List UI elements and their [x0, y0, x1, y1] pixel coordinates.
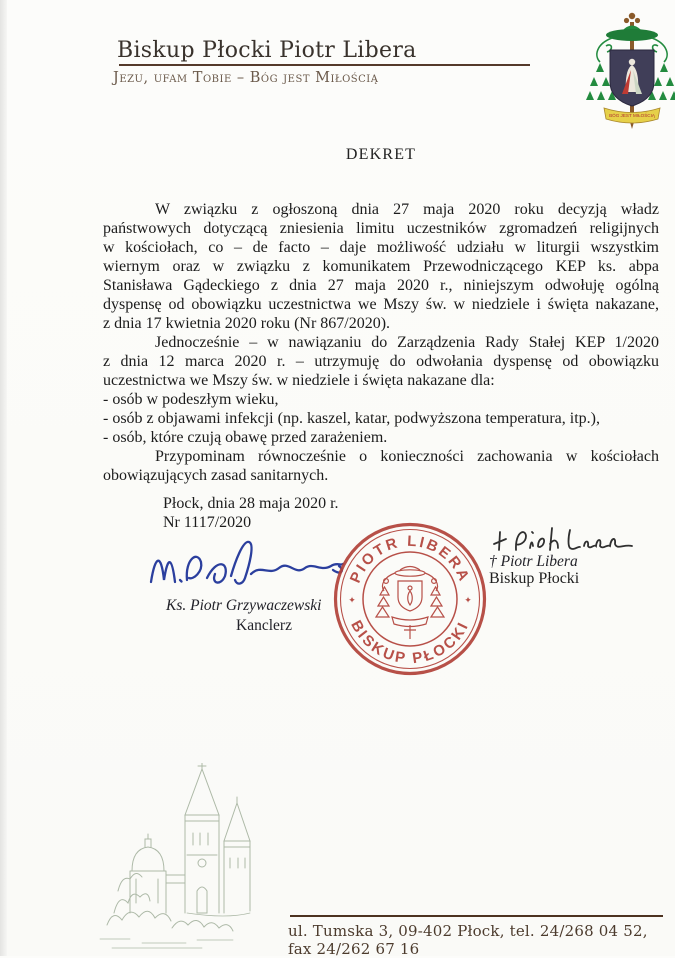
stamp-coat-of-arms: [376, 567, 444, 640]
decree-body: [103, 200, 659, 485]
body-line: w kościołach, co – de facto – daje możliwość udziału w liturgii wszystkim: [103, 239, 659, 256]
body-line-bullet: - osób w podeszłym wieku,: [103, 391, 279, 408]
footer-address: ul. Tumska 3, 09-402 Płock, tel. 24/268 04 52, fax 24/262 67 16: [288, 922, 648, 958]
bishop-seal-stamp: [332, 521, 488, 677]
bishop-name: † Piotr Libera: [489, 553, 578, 570]
bishop-title: Biskup Płocki: [489, 570, 580, 587]
stamp-star-right-icon: ✦: [464, 595, 472, 605]
body-line-bullet: - osób z objawami infekcji (np. kaszel, katar, podwyższona temperatura, itp.),: [103, 410, 600, 427]
body-line: wiernym oraz w związku z komunikatem Przewodniczącego KEP ks. abpa: [103, 258, 659, 275]
body-line-bullet: - osób, które czują obawę przed zarażeniem.: [103, 429, 388, 446]
stamp-bottom-text: BISKUP PŁOCKI: [347, 617, 473, 668]
body-line: Przypominam równocześnie o konieczności zachowania w kościołach: [155, 448, 659, 465]
chancellor-title: Kanclerz: [236, 617, 292, 634]
letterhead-rule: [119, 64, 530, 66]
letterhead-motto: Jezu, ufam Tobie – Bóg jest Miłością: [113, 70, 379, 86]
body-line: Jednocześnie – w nawiązaniu do Zarządzenia Rady Stałej KEP 1/2020: [155, 334, 659, 351]
cathedral-sketch: [52, 763, 267, 953]
crest-banner-motto: BÓG JEST MIŁOŚCIĄ: [609, 113, 655, 118]
body-line: Stanisława Gądeckiego z dnia 27 maja 2020 r., niniejszym odwołuję ogólną: [103, 277, 659, 294]
galero-hat: [606, 29, 658, 41]
place-date: Płock, dnia 28 maja 2020 r.: [163, 495, 339, 512]
decree-title: DEKRET: [345, 146, 417, 163]
episcopal-crest-icon: [586, 8, 675, 130]
letterhead-name: Biskup Płocki Piotr Libera: [117, 38, 417, 63]
scan-edge-shadow: [0, 0, 7, 956]
chancellor-signature-ink: [145, 536, 350, 604]
body-line: państwowych dotyczącą zniesienia limitu uczestników zgromadzeń religijnych: [103, 220, 659, 237]
date-block: [163, 494, 339, 532]
stamp-top-text: PIOTR LIBERA: [346, 532, 474, 586]
body-line: dyspensę od obowiązku uczestnictwa we Mszy św. w niedziele i święta nakazane,: [103, 296, 659, 313]
chancellor-name: Ks. Piotr Grzywaczewski: [166, 597, 322, 614]
body-line: uczestnictwa we Mszy św. w niedziele i święta nakazane dla:: [103, 372, 495, 389]
decree-number: Nr 1117/2020: [163, 514, 252, 531]
body-line: z dnia 17 kwietnia 2020 roku (Nr 867/2020).: [103, 315, 391, 332]
body-line: obowiązujących zasad sanitarnych.: [103, 467, 329, 484]
body-line: W związku z ogłoszoną dnia 27 maja 2020 roku decyzją władz: [155, 201, 659, 218]
stamp-star-left-icon: ✦: [348, 595, 356, 605]
body-line: z dnia 12 marca 2020 r. – utrzymuję do odwołania dyspensę od obowiązku: [103, 353, 659, 370]
footer-rule: [290, 915, 663, 917]
